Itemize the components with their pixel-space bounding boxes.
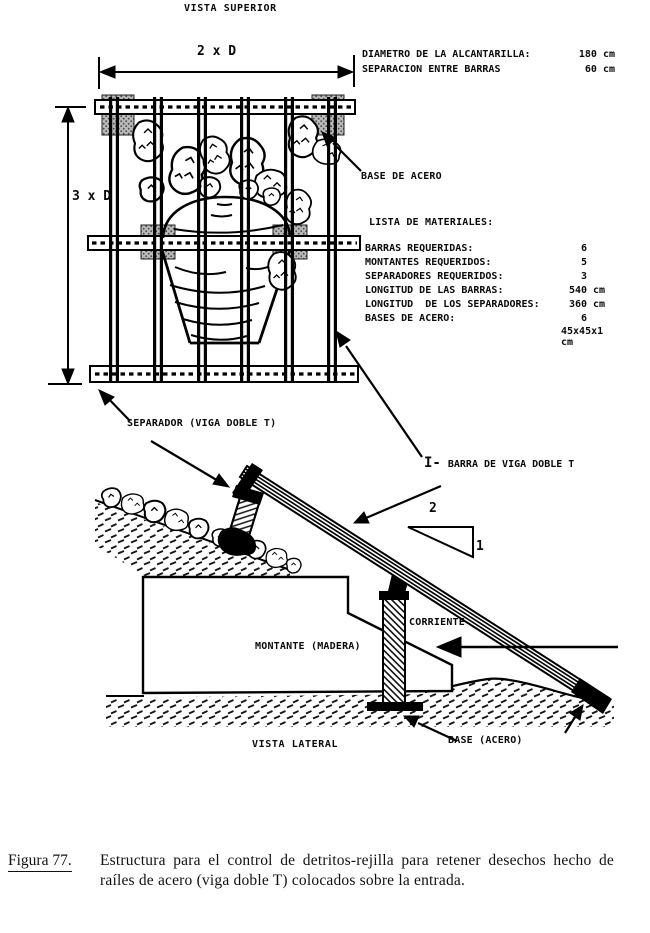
material-qty: 360 [568,299,587,310]
figure-number: Figura 77. [8,852,72,872]
side-view-title: VISTA LATERAL [252,739,339,750]
materials-row [365,243,615,257]
spec-value: 60 cm [584,64,615,75]
materials-list [365,243,615,348]
materials-list-title: LISTA DE MATERIALES: [369,217,494,228]
spec-list [362,49,615,79]
spec-row [362,49,615,64]
materials-row [365,299,615,313]
material-label: LONGITUD DE LAS BARRAS: [365,285,504,296]
ibeam-symbol: I- [424,455,441,471]
steel-base-plate [367,702,423,711]
spec-value: 180 cm [578,49,615,60]
material-qty: 6 [580,243,587,254]
separador-label: SEPARADOR (VIGA DOBLE T) [127,418,277,429]
top-view-title: VISTA SUPERIOR [184,3,277,14]
material-label: LONGITUD DE LOS SEPARADORES: [365,299,540,310]
material-unit: cm [593,285,606,296]
materials-row [365,285,615,299]
material-qty: 5 [580,257,587,268]
dimension-3xd [48,107,86,384]
materials-row [365,271,615,285]
barra-label-text: BARRA DE VIGA DOBLE T [447,459,575,470]
base-de-acero-label: BASE DE ACERO [361,171,442,182]
base-plate-size-note: 45x45x1 cm [561,326,604,348]
slope-rise-label: 1 [476,539,484,554]
barra-label [424,455,574,471]
material-unit: cm [593,299,606,310]
dimension-2xd [99,55,354,89]
height-dimension-label: 3 x D [72,189,112,204]
montante-label: MONTANTE (MADERA) [255,641,361,652]
post-top-cap [379,591,409,600]
side-view-drawing [95,463,618,741]
material-qty: 3 [580,271,587,282]
width-dimension-label: 2 x D [197,44,237,59]
material-qty: 6 [580,313,587,324]
slope-triangle [408,527,473,557]
spec-label: DIAMETRO DE LA ALCANTARILLA: [362,49,531,60]
material-label: BARRAS REQUERIDAS: [365,243,474,254]
slope-run-label: 2 [429,501,437,516]
material-label: SEPARADORES REQUERIDOS: [365,271,504,282]
material-label: MONTANTES REQUERIDOS: [365,257,492,268]
figure-caption: Estructura para el control de detritos-rejilla para retener desechos hecho de raíles de acero (viga doble T) colocados sobre la entrada. [100,852,614,889]
spec-label: SEPARACION ENTRE BARRAS [362,64,501,75]
materials-row [365,313,615,327]
slope-ground-hatch [95,502,290,578]
corriente-label: CORRIENTE [409,617,465,628]
spec-row [362,64,615,79]
material-qty: 540 [568,285,587,296]
material-label: BASES DE ACERO: [365,313,456,324]
materials-row [365,257,615,271]
base-acero-side-label: BASE (ACERO) [448,735,523,746]
